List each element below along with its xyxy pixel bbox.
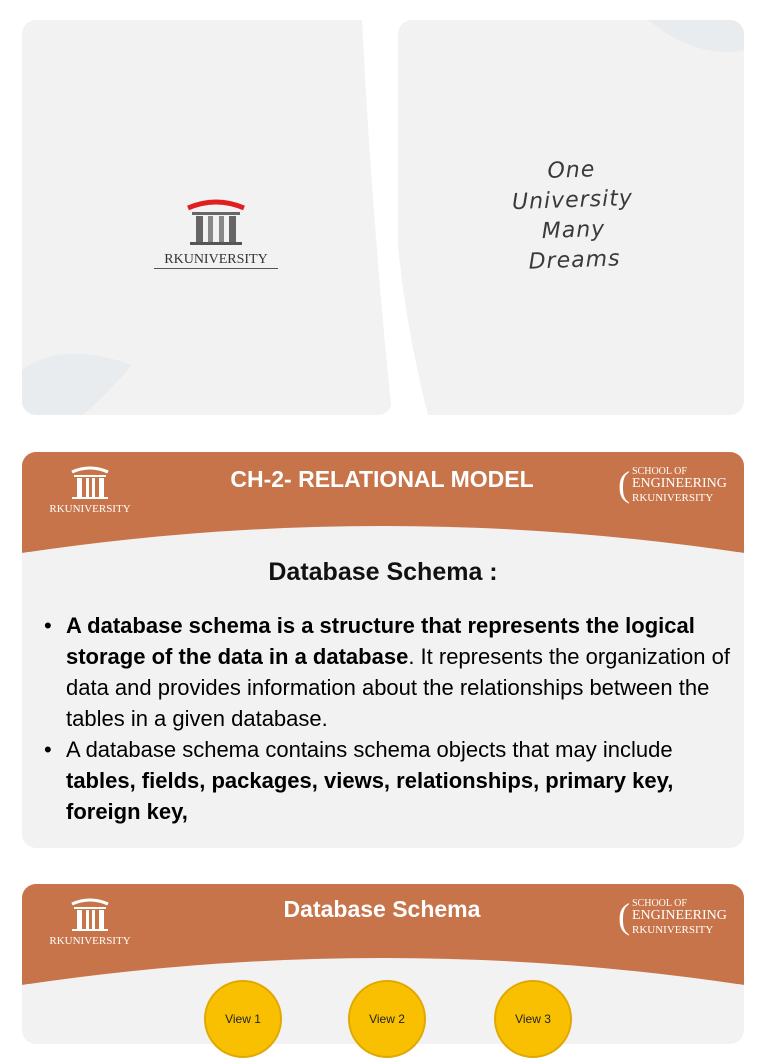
tagline — [486, 153, 660, 279]
bullet-dot: • — [44, 613, 52, 638]
schema-slide — [22, 452, 744, 848]
view-node — [204, 980, 282, 1058]
header-rku-logo — [42, 466, 138, 516]
logo-text: RKUNIVERSITY — [49, 935, 131, 947]
schema-diagram-slide — [22, 884, 744, 1044]
bullet-bold-text: tables, fields, packages, views, relationships, primary key, foreign key, — [66, 768, 674, 824]
logo-underline — [154, 268, 278, 269]
school-of-engineering-logo — [618, 898, 738, 944]
slide-title: CH-2- RELATIONAL MODEL — [230, 466, 534, 492]
logo-arch-icon — [42, 466, 138, 502]
bracket-icon: ( — [618, 896, 630, 936]
tagline-line: One — [547, 157, 596, 184]
school-line1: SCHOOL OF — [632, 898, 687, 909]
school-line2: ENGINEERING — [632, 476, 727, 491]
logo-text: RKUNIVERSITY — [164, 252, 268, 267]
slide-title: Database Schema — [283, 896, 481, 922]
school-line3: RKUNIVERSITY — [632, 492, 714, 504]
bracket-icon: ( — [618, 464, 630, 504]
view-label: View 3 — [515, 1012, 551, 1026]
tagline-line: Many — [541, 216, 606, 245]
tagline-line: University — [511, 185, 634, 216]
logo-arch-icon — [42, 898, 138, 934]
bullet-item — [44, 610, 734, 734]
bullet-text: A database schema contains schema objects that may include — [66, 737, 673, 762]
view-node — [348, 980, 426, 1058]
school-line2: ENGINEERING — [632, 908, 727, 923]
tagline-line: Dreams — [528, 246, 621, 275]
logo-text: RKUNIVERSITY — [49, 503, 131, 515]
title-slide — [0, 0, 768, 432]
section-heading: Database Schema : — [268, 558, 498, 586]
bullet-item — [44, 734, 734, 827]
bullet-list — [44, 610, 734, 827]
school-of-engineering-logo — [618, 466, 738, 512]
view-label: View 1 — [225, 1012, 261, 1026]
view-label: View 2 — [369, 1012, 405, 1026]
rku-logo — [152, 198, 280, 272]
title-panel-left — [22, 20, 392, 415]
school-line3: RKUNIVERSITY — [632, 924, 714, 936]
bullet-bold-text: A database schema is a structure that represents the logical storage of the data in a database — [66, 613, 695, 669]
school-line1: SCHOOL OF — [632, 466, 687, 477]
logo-arch-icon — [152, 198, 280, 254]
header-rku-logo — [42, 898, 138, 948]
view-node — [494, 980, 572, 1058]
bullet-text: . It represents the organization of data and provides information about the relationships between the tables in a given database. — [66, 644, 730, 731]
bullet-dot: • — [44, 737, 52, 762]
